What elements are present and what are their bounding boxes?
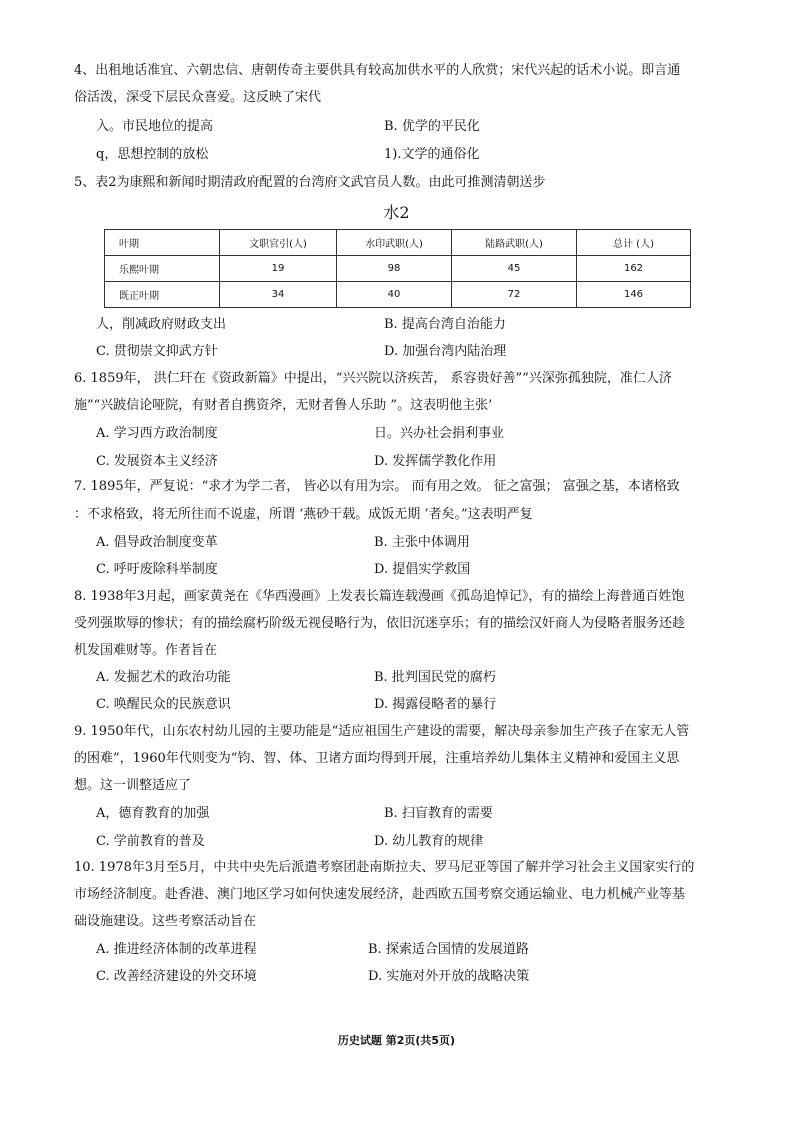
q10-option-a: A. 推进经济体制的改革进程 [96, 942, 257, 957]
table-row [105, 282, 691, 308]
table-header-cell: 水印武职(人) [337, 230, 452, 256]
q4-stem-line-2: 俗活泼，深受下层民众喜爱。这反映了宋代 [74, 90, 322, 105]
q4-option-d: 1).文学的通俗化 [384, 147, 480, 162]
q5-option-d: D. 加强台湾内陆治理 [384, 344, 507, 359]
q7-option-d: D. 提倡实学救国 [374, 562, 471, 577]
q8-option-b: B. 批判国民党的腐朽 [374, 670, 496, 685]
q7-stem-line-2: ：不求格致，将无所往而不说虚，所谓 ‘燕砂干载。成饭无期 ’者矣。”这表明严复 [74, 507, 533, 522]
officials-table [104, 229, 691, 308]
q8-stem-line-3: 机发国难财等。作者旨在 [74, 643, 218, 658]
q10-stem-line-3: 础设施建设。这些考察活动旨在 [74, 914, 257, 929]
table-cell: 45 [452, 256, 577, 282]
q8-stem-line-2: 受列强欺辱的惨状；有的描绘腐朽阶级无视侵略行为，依旧沉迷享乐；有的描绘汉奸商人为侵略者服务还趁 [74, 616, 686, 631]
q7-option-a: A. 倡导政治制度变革 [96, 535, 218, 550]
q9-stem-line-1: 9. 1950年代，山东农村幼儿园的主要功能是“适应祖国生产建设的需要，解决母亲参加生产孩子在家无人管 [74, 724, 690, 739]
q10-option-b: B. 探索适合国情的发展道路 [368, 942, 529, 957]
table-header-cell: 叶期 [105, 230, 220, 256]
q4-option-c: q，思想控制的放松 [96, 147, 209, 162]
q6-option-c: C. 发展资本主义经济 [96, 454, 218, 469]
q8-stem-line-1: 8. 1938年3月起，画家黄尧在《华西漫画》上发表长篇连载漫画《孤岛追悼记》，有的描绘上海普通百姓饱 [74, 589, 685, 604]
q5-stem-line-1: 5、表2为康熙和新闻时期清政府配置的台湾府文武官员人数。由此可推测清朝送步 [74, 175, 546, 190]
q9-option-a: A，德育教育的加强 [96, 806, 210, 821]
q4-option-a: 入。市民地位的提高 [96, 119, 214, 134]
table-cell: 34 [220, 282, 337, 308]
q4-stem-line-1: 4、出租地话准宜、六朝忠信、唐朝传奇主要供具有较高加供水平的人欣赏；宋代兴起的话术小说。即言通 [74, 63, 681, 78]
q8-option-c: C. 唤醒民众的民族意识 [96, 697, 231, 712]
q6-option-d: D. 发挥儒学教化作用 [374, 454, 497, 469]
table-cell: 162 [577, 256, 691, 282]
q7-stem-line-1: 7. 1895年，严复说：“求才为学二者， 皆必以有用为宗。 而有用之效。 征之富强； 富强之基，本诸格致 [74, 479, 680, 494]
q5-option-c: C. 贯彻崇文抑武方针 [96, 344, 218, 359]
table-row [105, 256, 691, 282]
q6-option-b: 日。兴办社会捐利事业 [374, 426, 505, 441]
q9-option-d: D. 幼儿教育的规律 [374, 834, 484, 849]
table-header-cell: 文职官引(人) [220, 230, 337, 256]
q7-option-b: B. 主张中体调用 [374, 535, 470, 550]
q9-stem-line-3: 想。这一训整适应了 [74, 778, 192, 793]
q9-option-b: B. 扫盲教育的需要 [384, 806, 493, 821]
q8-option-d: D. 揭露侵略者的暴行 [374, 697, 497, 712]
q10-option-c: C. 改善经济建设的外交环境 [96, 969, 257, 984]
table-cell: 72 [452, 282, 577, 308]
page-footer: 历史试题 第2页(共5页) [337, 1034, 456, 1047]
q5-option-b: B. 提高台湾自治能力 [384, 317, 506, 332]
q4-option-b: B. 优学的平民化 [384, 119, 480, 134]
table-cell: 19 [220, 256, 337, 282]
q6-stem-line-1: 6. 1859年， 洪仁玕在《资政新篇》中提出，“兴兴院以济疾苦， 系容贵好善”“兴深弥孤独院，准仁人济 [74, 371, 672, 386]
q8-option-a: A. 发掘艺术的政治功能 [96, 670, 231, 685]
table-title: 水2 [383, 203, 410, 222]
table-cell: 146 [577, 282, 691, 308]
q6-option-a: A. 学习西方政治制度 [96, 426, 218, 441]
q9-option-c: C. 学前教育的普及 [96, 834, 205, 849]
table-cell: 40 [337, 282, 452, 308]
q10-stem-line-1: 10. 1978年3月至5月，中共中央先后派遣考察团赴南斯拉夫、罗马尼亚等国了解并学习社会主义国家实行的 [74, 860, 695, 875]
q9-stem-line-2: 的困难”，1960年代则变为“钧、智、体、卫诸方面均得到开展，注重培养幼儿集体主义精神和爱国主义思 [74, 751, 680, 766]
table-cell: 既正叶期 [105, 282, 220, 308]
table-header-cell: 总计 (人) [577, 230, 691, 256]
table-header-row [105, 230, 691, 256]
q7-option-c: C. 呼吁废除科举制度 [96, 562, 218, 577]
table-header-cell: 陆路武职(人) [452, 230, 577, 256]
table-cell: 乐熙叶期 [105, 256, 220, 282]
q5-option-a: 人，削减政府财政支出 [96, 317, 227, 332]
q10-option-d: D. 实施对外开放的战略决策 [368, 969, 530, 984]
table-cell: 98 [337, 256, 452, 282]
q10-stem-line-2: 市场经济制度。赴香港、澳门地区学习如何快速发展经济，赴西欧五国考察交通运输业、电力机械产业等基 [74, 887, 686, 902]
q6-stem-line-2: 施”“兴跛信论哑院，有财者自携资斧，无财者鲁人乐助 ”。这表明他主张’ [74, 398, 493, 413]
